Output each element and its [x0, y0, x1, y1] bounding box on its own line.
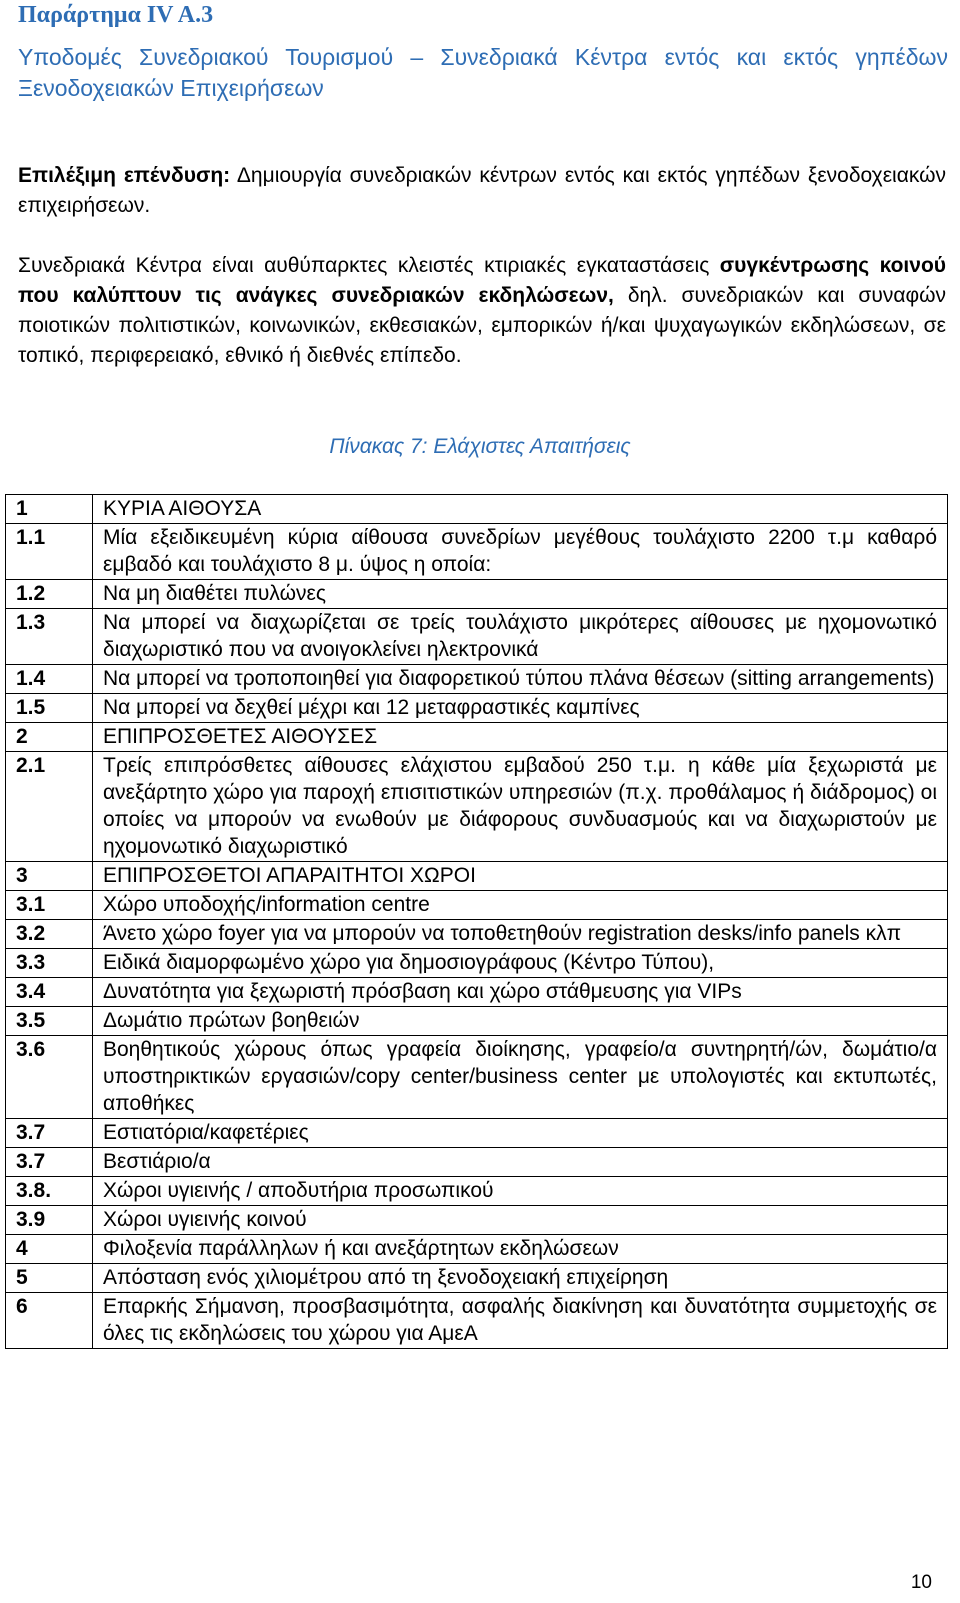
table-row: [6, 920, 948, 949]
row-text: Επαρκής Σήμανση, προσβασιμότητα, ασφαλής διακίνηση και δυνατότητα συμμετοχής σε όλες τις εκδηλώσεις του χώρου για ΑμεΑ: [93, 1293, 948, 1349]
row-number: 3.5: [6, 1007, 93, 1036]
row-number: 3.8.: [6, 1177, 93, 1206]
row-number: 3.3: [6, 949, 93, 978]
row-number: 4: [6, 1235, 93, 1264]
table-row: [6, 862, 948, 891]
table-row: [6, 1036, 948, 1119]
table-row: [6, 609, 948, 665]
row-number: 3.7: [6, 1148, 93, 1177]
row-text: ΚΥΡΙΑ ΑΙΘΟΥΣΑ: [93, 495, 948, 524]
table-row: [6, 694, 948, 723]
row-text: Να μπορεί να διαχωρίζεται σε τρείς τουλάχιστο μικρότερες αίθουσες με ηχομονωτικό διαχωριστικό που να ανοιγοκλείνει ηλεκτρονικά: [93, 609, 948, 665]
row-number: 1.4: [6, 665, 93, 694]
table-row: [6, 1293, 948, 1349]
row-number: 3: [6, 862, 93, 891]
table-row: [6, 891, 948, 920]
eligible-text: Δημιουργία συνεδριακών κέντρων εντός και εκτός γηπέδων ξενοδοχειακών επιχειρήσεων.: [18, 164, 946, 217]
eligible-investment-paragraph: [18, 161, 946, 221]
row-number: 3.7: [6, 1119, 93, 1148]
row-text: Χώροι υγιεινής / αποδυτήρια προσωπικού: [93, 1177, 948, 1206]
row-number: 3.6: [6, 1036, 93, 1119]
row-number: 1.2: [6, 580, 93, 609]
row-number: 3.1: [6, 891, 93, 920]
page-number: 10: [910, 1572, 932, 1593]
row-text: Ειδικά διαμορφωμένο χώρο για δημοσιογράφους (Κέντρο Τύπου),: [93, 949, 948, 978]
row-text: ΕΠΙΠΡΟΣΘΕΤΕΣ ΑΙΘΟΥΣΕΣ: [93, 723, 948, 752]
row-number: 3.9: [6, 1206, 93, 1235]
table-caption: Πίνακας 7: Ελάχιστες Απαιτήσεις: [329, 435, 631, 458]
table-row: [6, 1235, 948, 1264]
section-title: Υποδομές Συνεδριακού Τουρισμού – Συνεδριακά Κέντρα εντός και εκτός γηπέδων Ξενοδοχειακών Επιχειρήσεων: [18, 44, 948, 101]
definition-paragraph: [18, 251, 946, 371]
table-row: [6, 1007, 948, 1036]
row-text: Εστιατόρια/καφετέριες: [93, 1119, 948, 1148]
row-number: 1.1: [6, 524, 93, 580]
row-text: Να μπορεί να δεχθεί μέχρι και 12 μεταφραστικές καμπίνες: [93, 694, 948, 723]
row-text: ΕΠΙΠΡΟΣΘΕΤΟΙ ΑΠΑΡΑΙΤΗΤΟΙ ΧΩΡΟΙ: [93, 862, 948, 891]
table-row: [6, 1264, 948, 1293]
row-number: 6: [6, 1293, 93, 1349]
row-text: Βοηθητικούς χώρους όπως γραφεία διοίκησης, γραφείο/α συντηρητή/ών, δωμάτιο/α υποστηρικτικών εργασιών/copy center/business center με υπολογιστές και εκτυπωτές, αποθήκες: [93, 1036, 948, 1119]
table-row: [6, 1148, 948, 1177]
table-row: [6, 723, 948, 752]
table-row: [6, 524, 948, 580]
row-number: 5: [6, 1264, 93, 1293]
row-number: 2: [6, 723, 93, 752]
row-text: Να μπορεί να τροποποιηθεί για διαφορετικού τύπου πλάνα θέσεων (sitting arrangements): [93, 665, 948, 694]
row-text: Μία εξειδικευμένη κύρια αίθουσα συνεδρίων μεγέθους τουλάχιστο 2200 τ.μ καθαρό εμβαδό και τουλάχιστο 8 μ. ύψος η οποία:: [93, 524, 948, 580]
table-row: [6, 1206, 948, 1235]
table-row: [6, 978, 948, 1007]
row-text: Χώρο υποδοχής/information centre: [93, 891, 948, 920]
definition-bold: συγκέντρωσης κοινού που καλύπτουν τις ανάγκες συνεδριακών εκδηλώσεων,: [18, 254, 946, 307]
row-text: Άνετο χώρο foyer για να μπορούν να τοποθετηθούν registration desks/info panels κλπ: [93, 920, 948, 949]
row-text: Τρείς επιπρόσθετες αίθουσες ελάχιστου εμβαδού 250 τ.μ. η κάθε μία ξεχωριστά με ανεξάρτητο χώρο για παροχή επισιτιστικών υπηρεσιών (π.χ. προθάλαμος ή διάδρομος) οι οποίες να μπορούν να ενωθούν με διάφορους συνδυασμούς και να διαχωριστούν με ηχομονωτικό διαχωριστικό: [93, 752, 948, 862]
row-text: Βεστιάριο/α: [93, 1148, 948, 1177]
table-row: [6, 1177, 948, 1206]
definition-start: Συνεδριακά Κέντρα είναι αυθύπαρκτες κλειστές κτιριακές εγκαταστάσεις: [18, 254, 720, 277]
row-text: Χώροι υγιεινής κοινού: [93, 1206, 948, 1235]
row-text: Απόσταση ενός χιλιομέτρου από τη ξενοδοχειακή επιχείρηση: [93, 1264, 948, 1293]
definition-end: δηλ. συνεδριακών και συναφών ποιοτικών πολιτιστικών, κοινωνικών, εκθεσιακών, εμπορικών ή/και ψυχαγωγικών εκδηλώσεων, σε τοπικό, περιφερειακό, εθνικό ή διεθνές επίπεδο.: [18, 284, 946, 367]
table-row: [6, 1119, 948, 1148]
row-number: 2.1: [6, 752, 93, 862]
requirements-table: [5, 494, 948, 1349]
row-number: 1.5: [6, 694, 93, 723]
row-number: 1: [6, 495, 93, 524]
table-row: [6, 949, 948, 978]
row-number: 1.3: [6, 609, 93, 665]
annex-title: Παράρτημα IV A.3: [18, 2, 214, 28]
table-row: [6, 580, 948, 609]
eligible-label: Επιλέξιμη επένδυση:: [18, 164, 231, 187]
table-row: [6, 752, 948, 862]
row-number: 3.4: [6, 978, 93, 1007]
row-number: 3.2: [6, 920, 93, 949]
row-text: Δωμάτιο πρώτων βοηθειών: [93, 1007, 948, 1036]
row-text: Δυνατότητα για ξεχωριστή πρόσβαση και χώρο στάθμευσης για VIPs: [93, 978, 948, 1007]
row-text: Να μη διαθέτει πυλώνες: [93, 580, 948, 609]
row-text: Φιλοξενία παράλληλων ή και ανεξάρτητων εκδηλώσεων: [93, 1235, 948, 1264]
table-row: [6, 665, 948, 694]
table-row: [6, 495, 948, 524]
